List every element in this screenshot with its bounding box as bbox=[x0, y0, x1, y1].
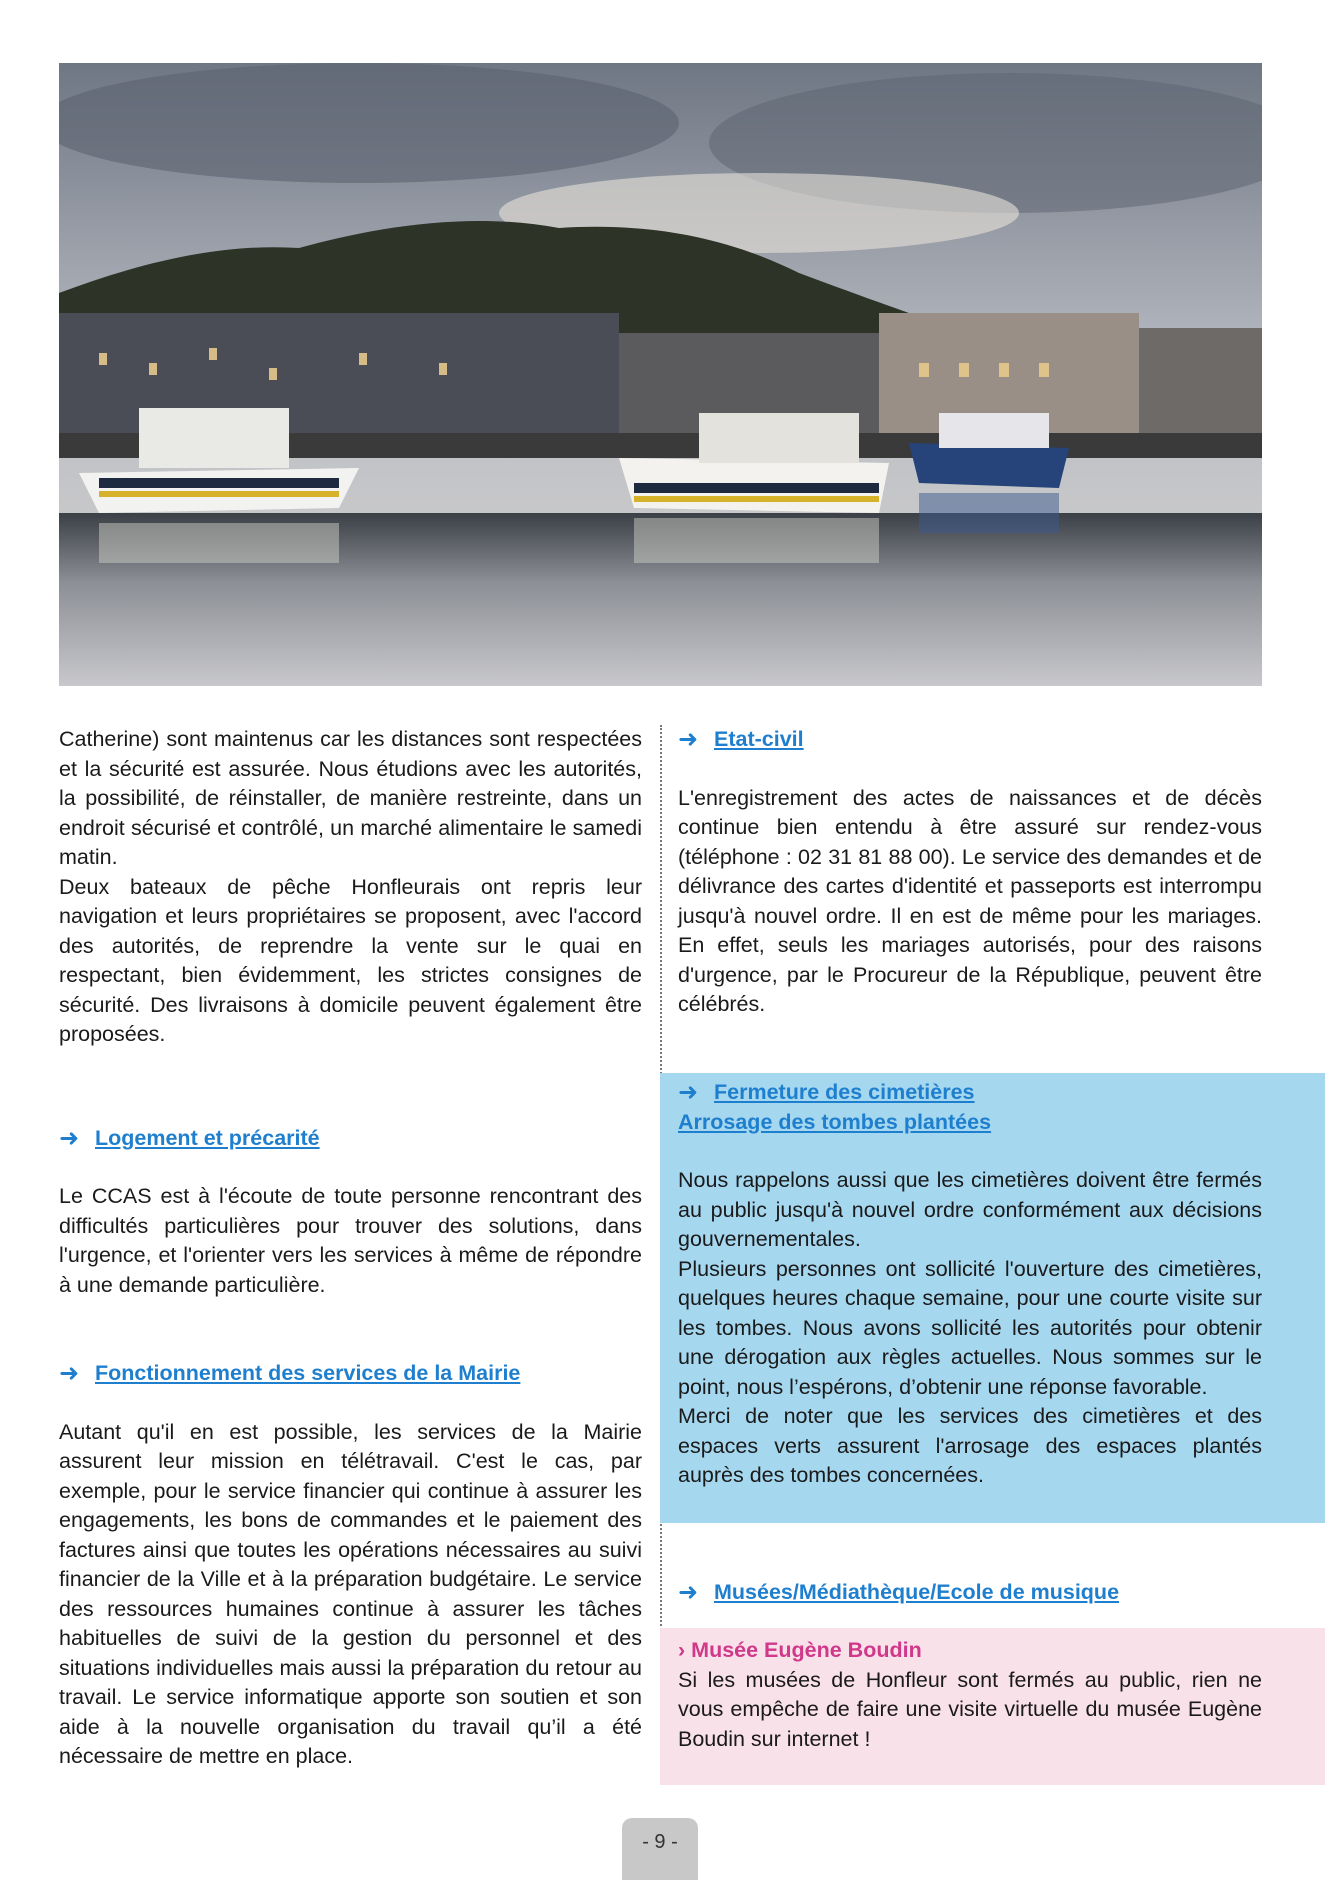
musees-title[interactable]: Musées/Médiathèque/Ecole de musique bbox=[714, 1580, 1120, 1604]
arrow-right-icon: ➜ bbox=[59, 1124, 80, 1152]
etat-civil-body: L'enregistrement des actes de naissances et de décès continue bien entendu à être assuré sur rendez-vous (téléphone : 02 31 81 88 00). Le service des demandes et de délivrance des cartes d'identité et passeports est interrompu jusqu'à nouvel ordre. Il en est de même pour les mariages. En effet, seuls les mariages autorisés, pour des raisons d'urgence, par le Procureur de la République, peuvent être célébrés. bbox=[678, 785, 1262, 1016]
logement-body: Le CCAS est à l'écoute de toute personne rencontrant des difficultés particulières pour trouver des solutions, dans l'urgence, et l'orienter vers les services à même de répondre à une demande particulière. bbox=[59, 1184, 642, 1297]
boudin-section bbox=[678, 1636, 1262, 1754]
etat-civil-heading bbox=[678, 725, 1262, 755]
mairie-heading bbox=[59, 1359, 642, 1389]
etat-civil-section bbox=[678, 725, 1262, 1020]
cimetieres-title-2[interactable]: Arrosage des tombes plantées bbox=[678, 1109, 992, 1134]
arrow-right-icon: ➜ bbox=[678, 1079, 699, 1106]
logement-heading bbox=[59, 1124, 642, 1154]
musees-heading bbox=[678, 1578, 1262, 1608]
cimetieres-paragraph-1: Nous rappelons aussi que les cimetières doivent être fermés au public jusqu'à nouvel ordre conformément aux décisions gouvernementales. bbox=[678, 1168, 1262, 1251]
harbor-photo bbox=[59, 63, 1262, 686]
page-number: - 9 - bbox=[622, 1818, 698, 1880]
boudin-body: Si les musées de Honfleur sont fermés au public, rien ne vous empêche de faire une visite virtuelle du musée Eugène Boudin sur internet ! bbox=[678, 1667, 1262, 1751]
arrow-right-icon: ➜ bbox=[678, 726, 699, 753]
boudin-heading bbox=[678, 1636, 1262, 1666]
left-column bbox=[59, 725, 642, 1772]
cimetieres-title-1[interactable]: Fermeture des cimetières bbox=[714, 1080, 975, 1104]
cimetieres-paragraph-3: Merci de noter que les services des cimetières et des espaces verts assurent l'arrosage des espaces plantés auprès des tombes concernées. bbox=[678, 1404, 1262, 1487]
musees-section bbox=[678, 1578, 1262, 1608]
etat-civil-title[interactable]: Etat-civil bbox=[714, 727, 804, 751]
intro-paragraph-1: Catherine) sont maintenus car les distances sont respectées et la sécurité est assurée. Nous étudions avec les autorités, la possibilité, de réinstaller, de manière restreinte, dans un endroit sécurisé et contrôlé, un marché alimentaire le samedi matin. bbox=[59, 727, 642, 869]
cimetieres-section bbox=[678, 1078, 1262, 1491]
cimetieres-paragraph-2: Plusieurs personnes ont sollicité l'ouverture des cimetières, quelques heures chaque semaine, pour une courte visite sur les tombes. Nous avons sollicité les autorités pour obtenir une dérogation aux règles actuelles. Nous sommes sur le point, nous l’espérons, d’obtenir une réponse favorable. bbox=[678, 1256, 1262, 1399]
mairie-body: Autant qu'il en est possible, les services de la Mairie assurent leur mission en télétravail. C'est le cas, par exemple, pour le service financier qui continue à assurer les engagements, les bons de commandes et le paiement des factures ainsi que toutes les opérations nécessaires au suivi financier de la Ville et à la préparation budgétaire. Le service des ressources humaines continue à assurer les tâches habituelles de suivi de la gestion du personnel et des situations individuelles mais aussi la préparation du retour au travail. Le service informatique apporte son soutien et son aide à la nouvelle organisation du travail qu’il a été nécessaire de mettre en place. bbox=[59, 1419, 642, 1768]
arrow-right-icon: ➜ bbox=[59, 1360, 80, 1387]
chevron-right-icon: › bbox=[678, 1638, 686, 1662]
cimetieres-heading bbox=[678, 1078, 1262, 1108]
intro-paragraph-2: Deux bateaux de pêche Honfleurais ont repris leur navigation et leurs propriétaires se proposent, avec l'accord des autorités, de reprendre la vente sur le quai en respectant, bien évidemment, les strictes consignes de sécurité. Des livraisons à domicile peuvent également être proposées. bbox=[59, 874, 642, 1046]
mairie-title[interactable]: Fonctionnement des services de la Mairie bbox=[95, 1361, 521, 1385]
boudin-title: Musée Eugène Boudin bbox=[691, 1638, 922, 1662]
arrow-right-icon: ➜ bbox=[678, 1579, 699, 1606]
logement-title[interactable]: Logement et précarité bbox=[95, 1125, 320, 1150]
